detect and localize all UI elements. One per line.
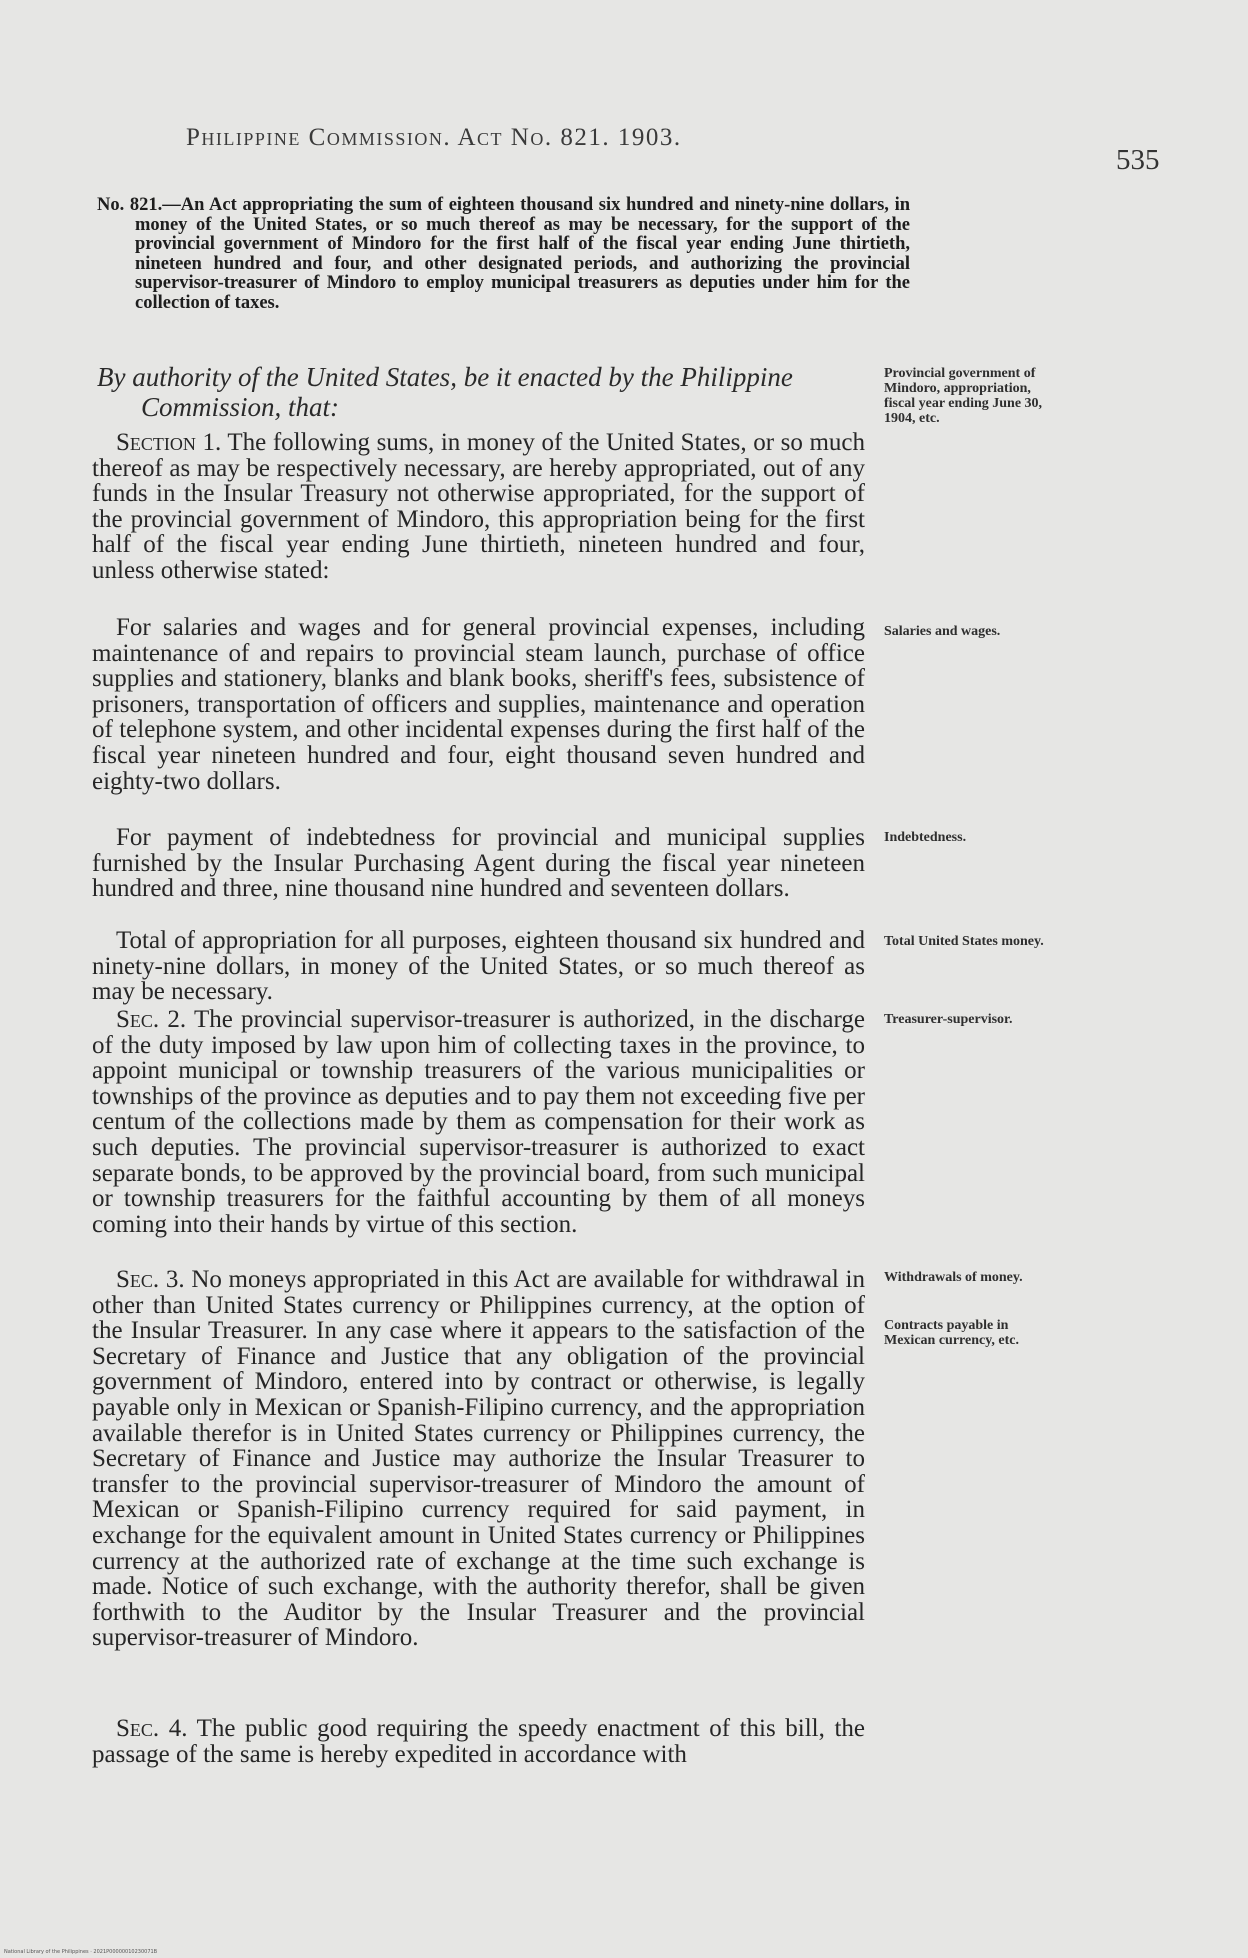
section-2-heading: Sec. 2. [116, 1006, 187, 1033]
marginal-note-contracts: Contracts payable in Mexican currency, etc. [884, 1318, 1020, 1348]
section-4-text: The public good requiring the speedy enactment of this bill, the passage of the same is hereby expedited in accordance with [92, 1715, 865, 1768]
section-3-heading: Sec. 3. [116, 1266, 185, 1293]
marginal-note-total: Total United States money. [884, 934, 1044, 949]
page-number: 535 [1116, 144, 1160, 176]
section-3-text: No moneys appropriated in this Act are available for withdrawal in other than United States currency or Philippines currency, at the option of the Insular Treasurer. In any case where it appears to the satisfaction of the Secretary of Finance and Justice that any obligation of the provincial government of Mindoro, entered into by contract or otherwise, is legally payable only in Mexican or Spanish-Filipino currency, and the appropriation available therefor is in United States currency or Philippines currency, the Secretary of Finance and Justice may authorize the Insular Treasurer to transfer to the provincial supervisor-treasurer of Mindoro the amount of Mexican or Spanish-Filipino currency required for said payment, in exchange for the equivalent amount in United States currency or Philippines currency at the authorized rate of exchange at the time such exchange is made. Notice of such exchange, with the authority therefor, shall be given forthwith to the Auditor by the Insular Treasurer and the provincial supervisor-treasurer of Mindoro. [92, 1266, 866, 1652]
enacting-clause: By authority of the United States, be it enacted by the Philippine Commission, that: [97, 362, 793, 422]
marginal-note-salaries: Salaries and wages. [884, 624, 1001, 639]
section-4-heading: Sec. 4. [116, 1715, 188, 1742]
running-head: Philippine Commission. Act No. 821. 1903. [186, 124, 682, 151]
marginal-note-indebtedness: Indebtedness. [884, 830, 967, 845]
total-text: Total of appropriation for all purposes, eighteen thousand six hundred and ninety-nine dollars, in money of the United States, or so much thereof as may be necessary. [92, 927, 865, 1006]
section-3 [92, 1267, 865, 1651]
marginal-note-provincial: Provincial government of Mindoro, appropriation, fiscal year ending June 30, 1904, etc. [884, 366, 1043, 426]
salaries-paragraph [92, 615, 865, 794]
footer-credit: National Library of the Philippines · 2021P00000010230071B [4, 1949, 158, 1955]
marginal-note-withdrawals: Withdrawals of money. [884, 1270, 1023, 1285]
section-2 [92, 1007, 865, 1237]
total-paragraph [92, 928, 865, 1005]
indebtedness-text: For payment of indebtedness for provincial and municipal supplies furnished by the Insular Purchasing Agent during the fiscal year nineteen hundred and three, nine thousand nine hundred and seventeen dollars. [92, 824, 865, 903]
indebtedness-paragraph [92, 825, 865, 902]
section-2-text: The provincial supervisor-treasurer is authorized, in the discharge of the duty imposed by law upon him of collecting taxes in the province, to appoint municipal or township treasurers of the various municipalities or townships of the province as deputies and to pay them not exceeding five per centum of the collections made by them as compensation for their work as such deputies. The provincial supervisor-treasurer is authorized to exact separate bonds, to be approved by the provincial board, from such municipal or township treasurers for the faithful accounting by them of all moneys coming into their hands by virtue of this section. [92, 1006, 865, 1238]
salaries-text: For salaries and wages and for general provincial expenses, including maintenance of and repairs to provincial steam launch, purchase of office supplies and stationery, blanks and blank books, sheriff's fees, subsistence of prisoners, transportation of officers and supplies, maintenance and operation of telephone system, and other incidental expenses during the first half of the fiscal year nineteen hundred and four, eight thousand seven hundred and eighty-two dollars. [92, 614, 865, 795]
section-1 [92, 430, 865, 584]
section-1-heading: Section 1. [116, 429, 222, 456]
section-1-text: The following sums, in money of the United States, or so much thereof as may be respectively necessary, are hereby appropriated, out of any funds in the Insular Treasury not otherwise appropriated, for the support of the provincial government of Mindoro, this appropriation being for the first half of the fiscal year ending June thirtieth, nineteen hundred and four, unless otherwise stated: [92, 429, 865, 584]
act-title: No. 821.—An Act appropriating the sum of eighteen thousand six hundred and ninety-nine dollars, in money of the United States, or so much thereof as may be necessary, for the support of the provincial government of Mindoro for the first half of the fiscal year ending June thirtieth, nineteen hundred and four, and other designated periods, and authorizing the provincial supervisor-treasurer of Mindoro to employ municipal treasurers as deputies under him for the collection of taxes. [97, 195, 910, 313]
section-4 [92, 1716, 865, 1767]
marginal-note-treasurer: Treasurer-supervisor. [884, 1012, 1013, 1027]
